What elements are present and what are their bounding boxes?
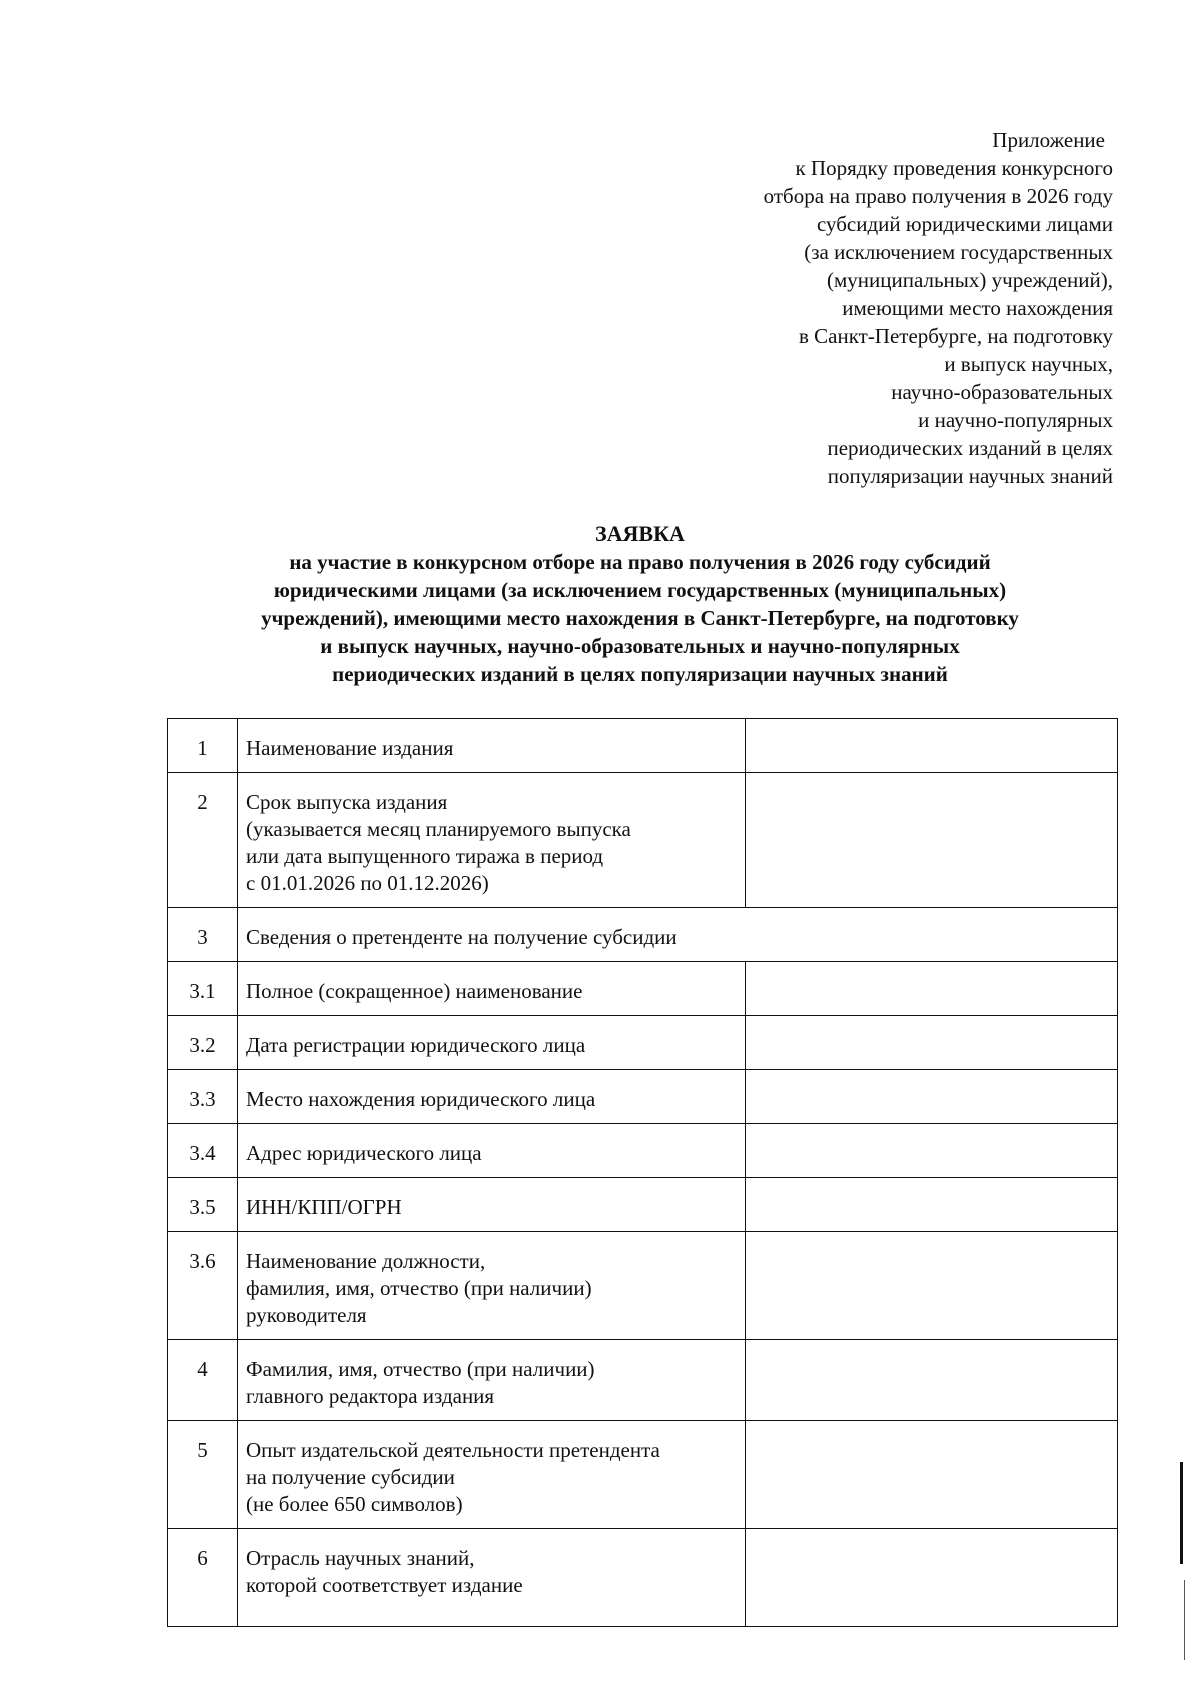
row-label-line: Отрасль научных знаний,	[246, 1546, 475, 1570]
row-label-line: (не более 650 символов)	[246, 1492, 463, 1516]
scan-edge-mark	[1180, 1462, 1183, 1564]
row-value-field[interactable]	[746, 1232, 1118, 1340]
heading-line: и выпуск научных, научно-образовательных и научно-популярных	[320, 634, 960, 658]
appendix-line: научно-образовательных	[891, 380, 1113, 404]
form-row	[168, 1124, 1118, 1178]
row-value-field[interactable]	[746, 1016, 1118, 1070]
row-label-line: ИНН/КПП/ОГРН	[246, 1195, 402, 1219]
row-number: 3.4	[168, 1124, 238, 1178]
row-label-line: руководителя	[246, 1303, 367, 1327]
row-label	[238, 1529, 746, 1627]
form-table-body	[168, 719, 1118, 1627]
row-value-field[interactable]	[746, 962, 1118, 1016]
row-number: 1	[168, 719, 238, 773]
form-row	[168, 1421, 1118, 1529]
row-label-line: Фамилия, имя, отчество (при наличии)	[246, 1357, 595, 1381]
row-label	[238, 1178, 746, 1232]
form-row	[168, 1340, 1118, 1421]
row-label-line: Наименование должности,	[246, 1249, 486, 1273]
appendix-line: (муниципальных) учреждений),	[827, 268, 1113, 292]
row-label	[238, 1340, 746, 1421]
heading-line: на участие в конкурсном отборе на право получения в 2026 году субсидий	[289, 550, 991, 574]
form-row	[168, 1070, 1118, 1124]
appendix-line: Приложение	[992, 128, 1105, 152]
row-value-field[interactable]	[746, 1340, 1118, 1421]
row-label-line: с 01.01.2026 по 01.12.2026)	[246, 871, 489, 895]
row-number: 3.5	[168, 1178, 238, 1232]
row-value-field[interactable]	[746, 1124, 1118, 1178]
appendix-line: и научно-популярных	[918, 408, 1113, 432]
row-value-field[interactable]	[746, 719, 1118, 773]
row-value-field[interactable]	[746, 1178, 1118, 1232]
row-label-line: главного редактора издания	[246, 1384, 495, 1408]
form-row	[168, 1232, 1118, 1340]
row-label	[238, 1421, 746, 1529]
form-row	[168, 719, 1118, 773]
appendix-line: в Санкт-Петербурге, на подготовку	[798, 324, 1113, 348]
row-label-line: (указывается месяц планируемого выпуска	[246, 817, 631, 841]
heading-line: учреждений), имеющими место нахождения в Санкт-Петербурге, на подготовку	[261, 606, 1019, 630]
appendix-line: и выпуск научных,	[944, 352, 1113, 376]
document-title: ЗАЯВКА	[595, 521, 685, 546]
row-value-field[interactable]	[746, 773, 1118, 908]
row-label-line: фамилия, имя, отчество (при наличии)	[246, 1276, 592, 1300]
appendix-line: субсидий юридическими лицами	[816, 212, 1113, 236]
row-label	[238, 962, 746, 1016]
row-label	[238, 1070, 746, 1124]
row-label-line: Наименование издания	[246, 736, 454, 760]
scan-edge-line	[1184, 1580, 1185, 1660]
row-value-field[interactable]	[746, 1421, 1118, 1529]
appendix-line: популяризации научных знаний	[827, 464, 1113, 488]
application-form-table	[167, 718, 1118, 1627]
row-label	[238, 1124, 746, 1178]
row-number: 5	[168, 1421, 238, 1529]
row-label-line: Место нахождения юридического лица	[246, 1087, 596, 1111]
form-row	[168, 908, 1118, 962]
row-number: 6	[168, 1529, 238, 1627]
appendix-line: отбора на право получения в 2026 году	[763, 184, 1113, 208]
row-label-line: Дата регистрации юридического лица	[246, 1033, 586, 1057]
row-number: 4	[168, 1340, 238, 1421]
heading-line: периодических изданий в целях популяризации научных знаний	[332, 662, 948, 686]
appendix-line: имеющими место нахождения	[842, 296, 1113, 320]
row-label	[238, 908, 1118, 962]
row-label-line: Адрес юридического лица	[246, 1141, 482, 1165]
row-label	[238, 719, 746, 773]
form-row	[168, 1016, 1118, 1070]
appendix-line: (за исключением государственных	[804, 240, 1113, 264]
form-row	[168, 773, 1118, 908]
row-label	[238, 1232, 746, 1340]
appendix-line: к Порядку проведения конкурсного	[795, 156, 1113, 180]
row-label-line: или дата выпущенного тиража в период	[246, 844, 604, 868]
row-label-line: Полное (сокращенное) наименование	[246, 979, 583, 1003]
row-number: 3.2	[168, 1016, 238, 1070]
form-row	[168, 1529, 1118, 1627]
row-number: 2	[168, 773, 238, 908]
row-number: 3.1	[168, 962, 238, 1016]
heading-line: юридическими лицами (за исключением государственных (муниципальных)	[273, 578, 1007, 602]
row-label-line: на получение субсидии	[246, 1465, 455, 1489]
form-row	[168, 962, 1118, 1016]
row-label	[238, 773, 746, 908]
appendix-line: периодических изданий в целях	[827, 436, 1113, 460]
row-number: 3	[168, 908, 238, 962]
row-value-field[interactable]	[746, 1529, 1118, 1627]
row-label-line: Срок выпуска издания	[246, 790, 448, 814]
appendix-block	[553, 126, 1113, 490]
row-label-line: Опыт издательской деятельности претендента	[246, 1438, 660, 1462]
row-label-line: Сведения о претенденте на получение субсидии	[246, 925, 677, 949]
row-label-line: которой соответствует издание	[246, 1573, 523, 1597]
row-number: 3.3	[168, 1070, 238, 1124]
row-value-field[interactable]	[746, 1070, 1118, 1124]
form-row	[168, 1178, 1118, 1232]
row-label	[238, 1016, 746, 1070]
application-heading	[150, 520, 1130, 688]
row-number: 3.6	[168, 1232, 238, 1340]
